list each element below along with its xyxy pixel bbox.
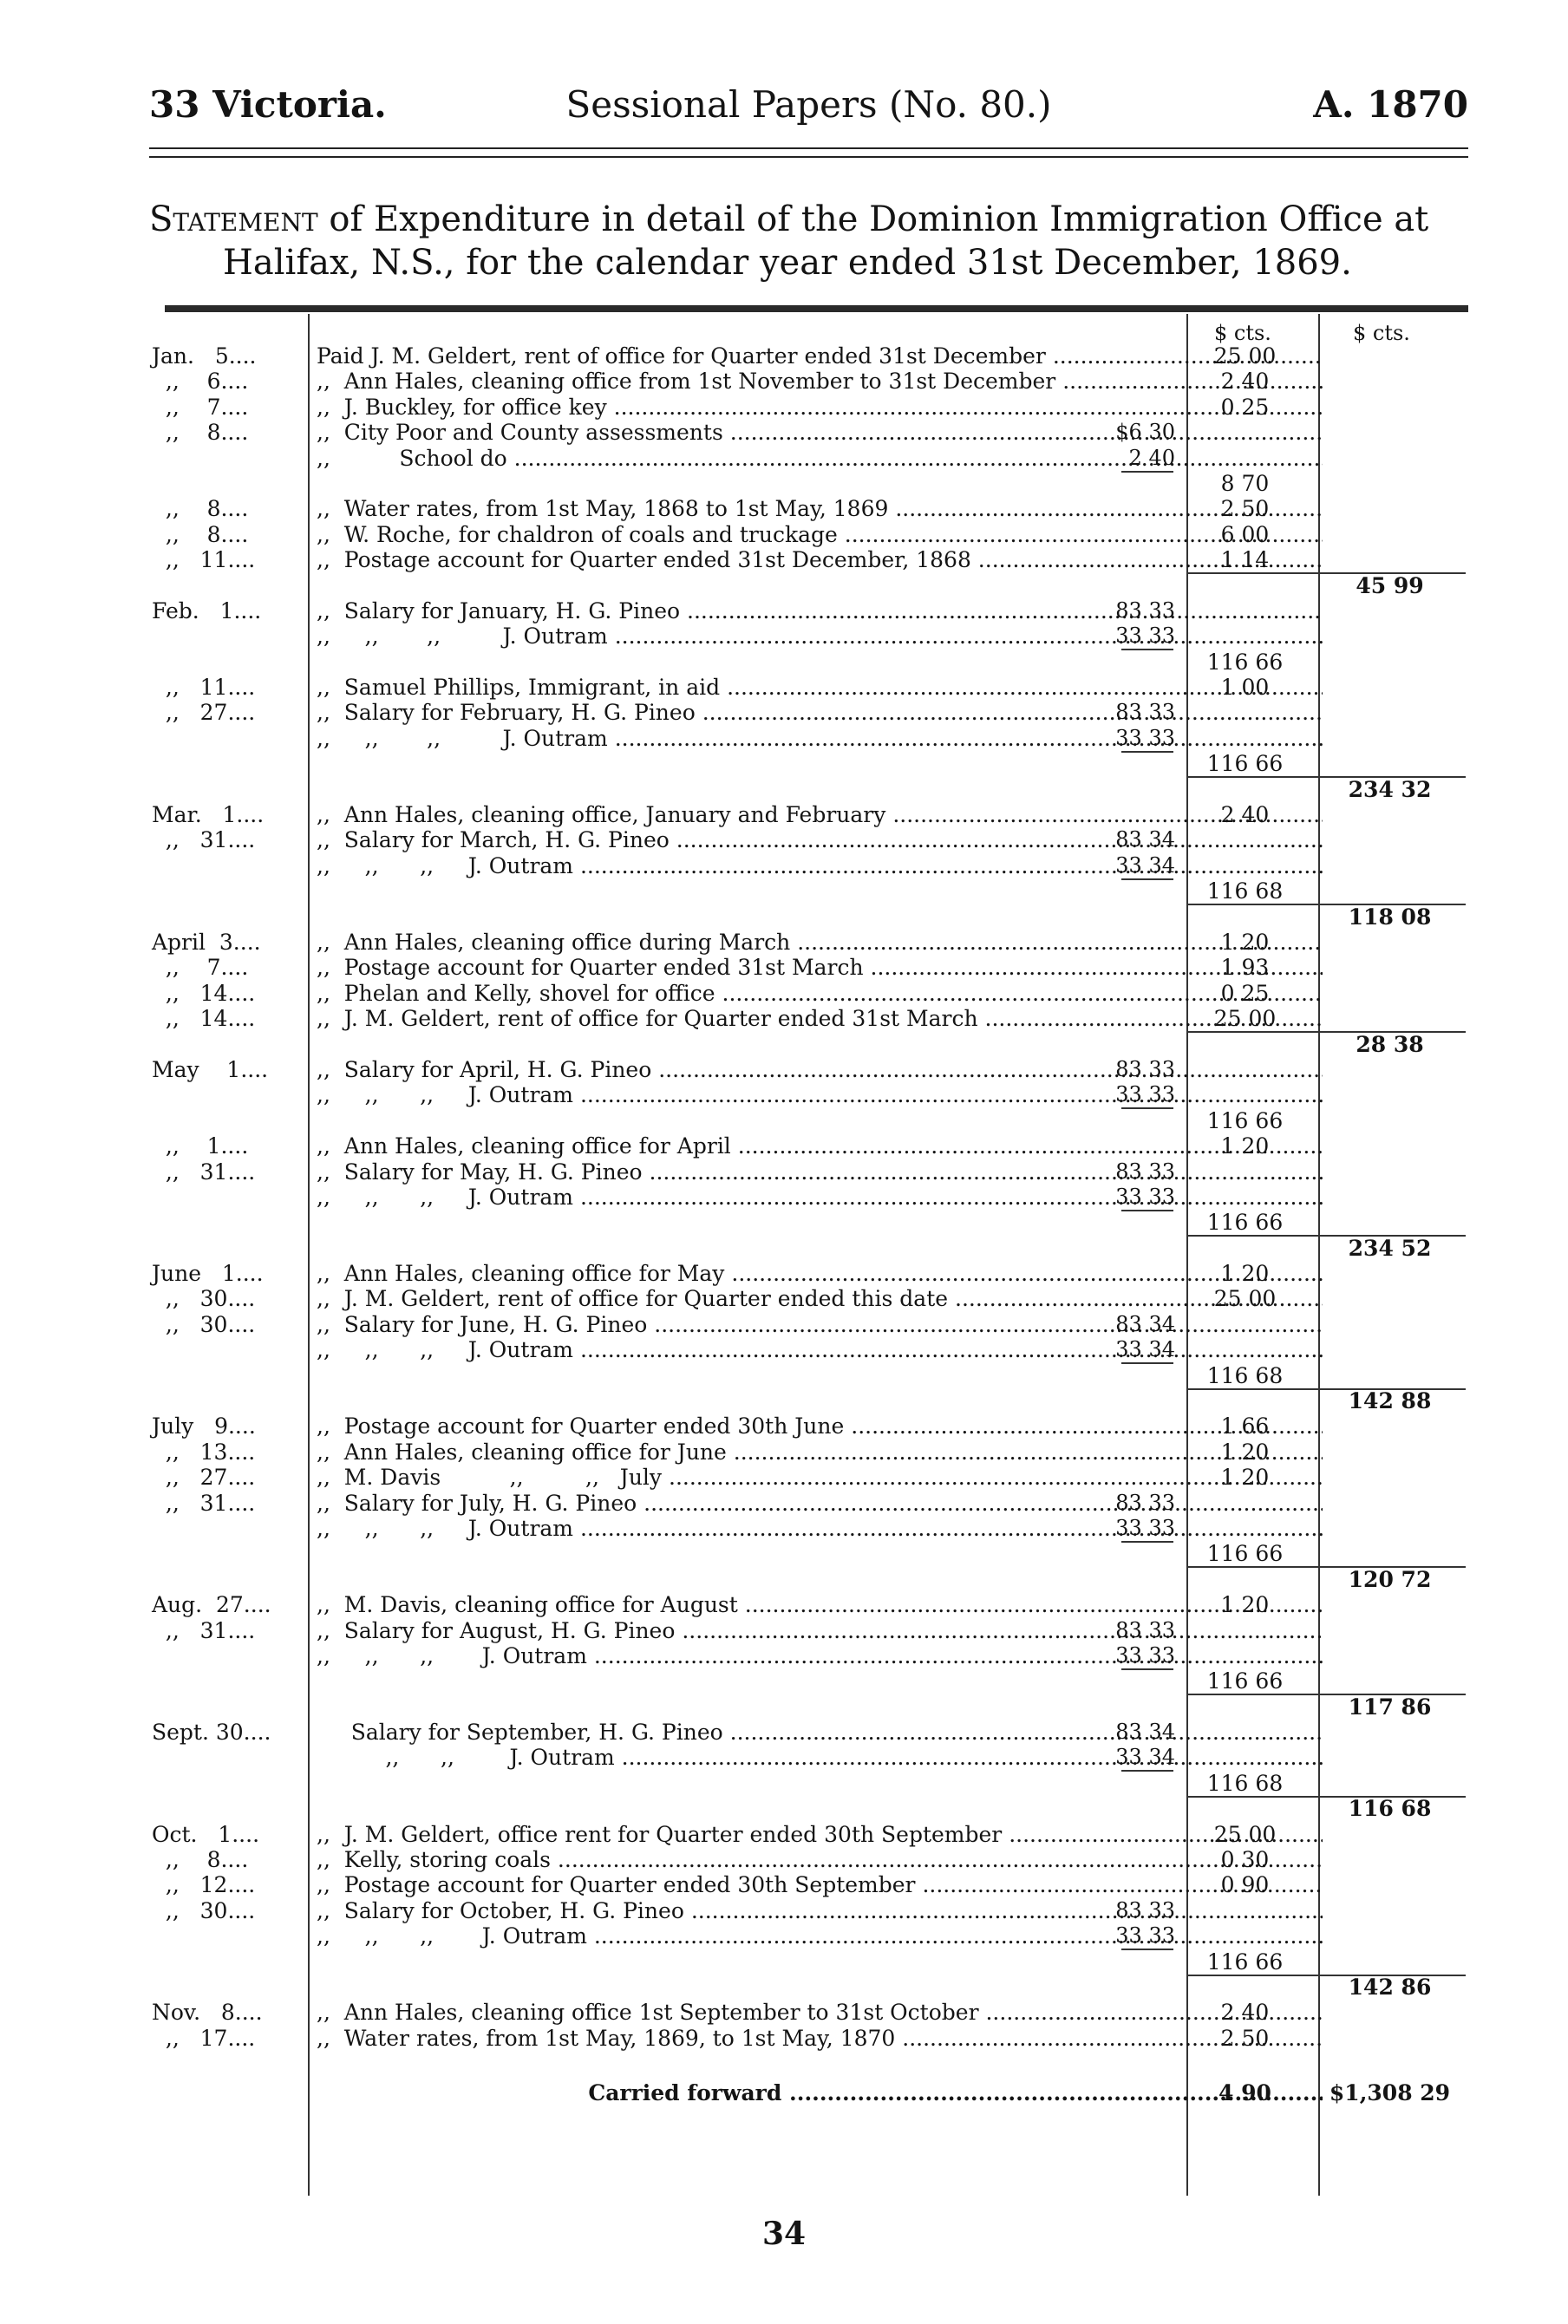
table-row (152, 1057, 1468, 1082)
entry-amount: 116 66 (1206, 1541, 1284, 1567)
entry-date: Oct. 1.... (152, 1821, 260, 1847)
entry-total: 234 52 (1348, 1235, 1432, 1261)
entry-amount: 25 00 (1213, 1821, 1277, 1847)
entry-description: ,, Salary for May, H. G. Pineo ..... (317, 1159, 1323, 1185)
entry-date: ,, 17.... (152, 2025, 256, 2051)
table-row (152, 751, 1468, 776)
entry-amount: 2 40 (1220, 2000, 1270, 2026)
table-row (152, 726, 1468, 751)
entry-date: May 1.... (152, 1056, 269, 1082)
entry-total: 45 99 (1356, 572, 1424, 598)
table-row (152, 496, 1468, 521)
entry-amount: 0 25 (1220, 980, 1270, 1006)
entry-date: ,, 6.... (152, 369, 249, 395)
entry-description: ,, ,, ,, J. Outram ..... (317, 1516, 1323, 1541)
table-row (152, 573, 1468, 598)
entry-date: ,, 27.... (152, 1465, 256, 1491)
entry-amount: 116 68 (1206, 878, 1284, 904)
table-rows (152, 343, 1468, 2105)
entry-description: ,, J. M. Geldert, office rent for Quarter ended 30th September ..... (317, 1822, 1323, 1847)
table-row (152, 1771, 1468, 1796)
table-row (152, 1796, 1468, 1821)
table-top-rule (165, 305, 1468, 312)
table-row (152, 1236, 1468, 1261)
table-row (152, 598, 1468, 623)
entry-date: Aug. 27.... (152, 1592, 271, 1618)
header-rule-top (149, 147, 1468, 149)
table-row (152, 853, 1468, 878)
header-session: 33 Victoria. (149, 83, 387, 126)
entry-date: Jan. 5.... (152, 343, 257, 369)
table-row (152, 1975, 1468, 2000)
title-lead: Statement (149, 199, 318, 239)
table-row (152, 446, 1468, 471)
entry-amount: 1 66 (1220, 1413, 1270, 1439)
title-line1: of Expenditure in detail of the Dominion Immigration Office at (329, 199, 1429, 239)
table-row (152, 1847, 1468, 1872)
table-row (152, 1439, 1468, 1465)
table-row (152, 777, 1468, 802)
entry-description: ,, Salary for April, H. G. Pineo ..... (317, 1057, 1323, 1082)
entry-amount: 1 20 (1220, 1261, 1270, 1287)
page-header (149, 83, 1468, 127)
entry-description: Paid J. M. Geldert, rent of office for Quarter ended 31st December ..... (317, 343, 1323, 369)
entry-amount: 1 20 (1220, 1439, 1270, 1465)
entry-description: ,, Salary for October, H. G. Pineo ..... (317, 1898, 1323, 1923)
entry-description: ,, Water rates, from 1st May, 1869, to 1st May, 1870 ..... (317, 2026, 1323, 2051)
entry-description: ,, M. Davis ,, ,, July ..... (317, 1465, 1323, 1490)
entry-description: ,, Postage account for Quarter ended 30th June ..... (317, 1413, 1323, 1439)
table-row (152, 904, 1468, 930)
table-row (152, 1108, 1468, 1133)
entry-amount: 1 93 (1220, 955, 1270, 981)
header-sessional-papers: Sessional Papers (No. 80.) (565, 83, 1052, 126)
entry-sub-amount: 33 33 (1115, 623, 1175, 649)
total-column-header: $ cts. (1353, 321, 1410, 345)
table-row (152, 1694, 1468, 1720)
entry-description: ,, ,, ,, J. Outram ..... (317, 623, 1323, 649)
page-number: 34 (761, 2216, 807, 2252)
entry-description: ,, Ann Hales, cleaning office during March ..... (317, 930, 1323, 955)
table-row (152, 522, 1468, 547)
table-row (152, 827, 1468, 852)
entry-date: ,, 8.... (152, 420, 249, 446)
entry-sub-amount: 83 33 (1115, 700, 1175, 725)
entry-amount: 8 70 (1220, 470, 1270, 496)
entry-sub-amount: 83 33 (1115, 1159, 1175, 1184)
entry-description: ,, ,, ,, J. Outram ..... (317, 1185, 1323, 1210)
entry-sub-amount: 2 40 (1128, 445, 1175, 470)
entry-description: ,, M. Davis, cleaning office for August ..... (317, 1592, 1323, 1617)
table-row (152, 1923, 1468, 1949)
table-row (152, 1516, 1468, 1541)
table-row (152, 2051, 1468, 2076)
entry-description: ,, ,, ,, J. Outram ..... (317, 1643, 1323, 1668)
table-row (152, 1541, 1468, 1566)
entry-description: ,, Salary for February, H. G. Pineo ..... (317, 700, 1323, 725)
entry-total: 142 86 (1348, 1975, 1432, 2000)
header-year: A. 1870 (1313, 83, 1468, 126)
table-row (152, 1261, 1468, 1286)
entry-amount: 1 14 (1220, 547, 1270, 573)
table-row (152, 343, 1468, 369)
entry-description: ,, Salary for July, H. G. Pineo ..... (317, 1491, 1323, 1516)
table-row (152, 1745, 1468, 1770)
entry-date: ,, 30.... (152, 1311, 256, 1337)
entry-amount: 2 40 (1220, 802, 1270, 828)
entry-description: ,, Postage account for Quarter ended 30th September ..... (317, 1872, 1323, 1897)
table-row (152, 930, 1468, 955)
entry-date: ,, 14.... (152, 980, 256, 1006)
table-row (152, 471, 1468, 496)
table-row (152, 623, 1468, 649)
table-row (152, 1032, 1468, 1057)
table-row (152, 1210, 1468, 1235)
table-row (152, 802, 1468, 827)
entry-amount: 116 66 (1206, 649, 1284, 675)
table-row (152, 955, 1468, 980)
table-row (152, 1643, 1468, 1668)
entry-amount: 6 00 (1220, 521, 1270, 547)
entry-sub-amount: 83 33 (1115, 1490, 1175, 1515)
table-row (152, 1618, 1468, 1643)
entry-description: ,, J. Buckley, for office key ..... (317, 395, 1323, 420)
entry-amount: 116 66 (1206, 1949, 1284, 1975)
entry-description: ,, ,, ,, J. Outram ..... (317, 853, 1323, 878)
entry-sub-amount: $6 30 (1115, 420, 1175, 445)
entry-amount: 1 20 (1220, 929, 1270, 955)
table-row (152, 1491, 1468, 1516)
entry-total: $1,308 29 (1329, 2079, 1451, 2105)
entry-sub-amount: 83 34 (1115, 1311, 1175, 1336)
table-row (152, 1949, 1468, 1975)
amount-column-header: $ cts. (1214, 321, 1271, 345)
entry-date: ,, 8.... (152, 1847, 249, 1873)
table-row (152, 650, 1468, 675)
table-row (152, 981, 1468, 1006)
entry-amount: 1 20 (1220, 1133, 1270, 1159)
entry-amount: 25 00 (1213, 1006, 1277, 1032)
statement-title (149, 198, 1468, 284)
entry-sub-amount: 83 33 (1115, 1056, 1175, 1081)
entry-date: Mar. 1.... (152, 802, 265, 828)
entry-date: Nov. 8.... (152, 2000, 263, 2026)
table-row (152, 1567, 1468, 1592)
entry-description: ,, Ann Hales, cleaning office 1st September to 31st October ..... (317, 2000, 1323, 2025)
entry-amount: 25 00 (1213, 1286, 1277, 1312)
entry-sub-amount: 33 33 (1115, 1184, 1175, 1209)
entry-description: ,, Ann Hales, cleaning office for May ..... (317, 1261, 1323, 1286)
title-line2: Halifax, N.S., for the calendar year ended 31st December, 1869. (223, 243, 1352, 283)
entry-date: ,, 30.... (152, 1897, 256, 1923)
entry-date: ,, 11.... (152, 547, 256, 573)
entry-description: ,, Ann Hales, cleaning office for June ..... (317, 1439, 1323, 1465)
entry-description: ,, ,, ,, J. Outram ..... (317, 1923, 1323, 1949)
entry-amount: 116 66 (1206, 1210, 1284, 1236)
entry-description: ,, Salary for January, H. G. Pineo ..... (317, 598, 1323, 623)
entry-description: ,, Ann Hales, cleaning office, January and February ..... (317, 802, 1323, 827)
entry-amount: 1 00 (1220, 675, 1270, 701)
entry-amount: 116 66 (1206, 1668, 1284, 1694)
entry-total: 234 32 (1348, 776, 1432, 802)
entry-date: ,, 31.... (152, 1159, 256, 1185)
entry-amount: 1 20 (1220, 1592, 1270, 1618)
entry-sub-amount: 83 34 (1115, 827, 1175, 852)
entry-date: ,, 31.... (152, 1490, 256, 1516)
entry-description: ,, J. M. Geldert, rent of office for Quarter ended 31st March ..... (317, 1006, 1323, 1031)
entry-amount: 25 00 (1213, 343, 1277, 369)
entry-description: ,, Salary for June, H. G. Pineo ..... (317, 1312, 1323, 1337)
entry-total: 117 86 (1348, 1694, 1432, 1720)
entry-date: ,, 1.... (152, 1133, 249, 1159)
entry-date: ,, 13.... (152, 1439, 256, 1465)
entry-sub-amount: 83 33 (1115, 1897, 1175, 1923)
entry-description: ,, W. Roche, for chaldron of coals and truckage ..... (317, 522, 1323, 547)
entry-total: 28 38 (1356, 1031, 1424, 1057)
table-row (152, 1668, 1468, 1694)
entry-amount: 0 30 (1220, 1847, 1270, 1873)
entry-sub-amount: 83 34 (1115, 1720, 1175, 1745)
table-row (152, 1133, 1468, 1159)
header-rule-bottom (149, 156, 1468, 158)
entry-date: ,, 27.... (152, 700, 256, 726)
table-row (152, 1413, 1468, 1439)
entry-description: ,, Postage account for Quarter ended 31st December, 1868 ..... (317, 547, 1323, 572)
table-row (152, 1872, 1468, 1897)
entry-description: ,, J. M. Geldert, rent of office for Quarter ended this date ..... (317, 1286, 1323, 1311)
entry-description: ,, Water rates, from 1st May, 1868 to 1st May, 1869 ..... (317, 496, 1323, 521)
table-row (152, 1185, 1468, 1210)
entry-date: June 1.... (152, 1261, 264, 1287)
entry-amount: 0 90 (1220, 1872, 1270, 1898)
entry-amount: 2 40 (1220, 369, 1270, 395)
table-row (152, 700, 1468, 725)
entry-description: ,, Samuel Phillips, Immigrant, in aid ..... (317, 675, 1323, 700)
table-row (152, 1898, 1468, 1923)
entry-description: ,, Postage account for Quarter ended 31st March ..... (317, 955, 1323, 980)
entry-description: Carried forward ..... (317, 2080, 1323, 2105)
table-row (152, 1337, 1468, 1362)
entry-description: ,, ,, ,, J. Outram ..... (317, 1337, 1323, 1362)
entry-description: ,, Salary for March, H. G. Pineo ..... (317, 827, 1323, 852)
entry-total: 120 72 (1348, 1566, 1432, 1592)
entry-description: ,, Salary for August, H. G. Pineo ..... (317, 1618, 1323, 1643)
entry-date: ,, 31.... (152, 1617, 256, 1643)
entry-sub-amount: 33 33 (1115, 1923, 1175, 1949)
entry-amount: 2 50 (1220, 496, 1270, 522)
entry-sub-amount: 83 33 (1115, 597, 1175, 623)
entry-description: ,, Phelan and Kelly, shovel for office ..... (317, 981, 1323, 1006)
table-row (152, 420, 1468, 445)
entry-description: ,, ,, ,, J. Outram ..... (317, 1082, 1323, 1107)
table-row (152, 2080, 1468, 2105)
entry-amount: 116 68 (1206, 1770, 1284, 1796)
table-row (152, 1363, 1468, 1388)
entry-description: ,, ,, J. Outram ..... (317, 1745, 1323, 1770)
entry-description: Salary for September, H. G. Pineo ..... (317, 1720, 1323, 1745)
table-row (152, 1388, 1468, 1413)
entry-sub-amount: 33 34 (1115, 852, 1175, 878)
entry-amount: 4 90 (1218, 2079, 1271, 2105)
table-row (152, 2000, 1468, 2025)
table-row (152, 1592, 1468, 1617)
entry-total: 142 88 (1348, 1388, 1432, 1414)
entry-date: ,, 12.... (152, 1872, 256, 1898)
entry-description: ,, Ann Hales, cleaning office for April ..... (317, 1133, 1323, 1159)
entry-sub-amount: 33 33 (1115, 1515, 1175, 1540)
entry-date: Feb. 1.... (152, 597, 262, 623)
table-row (152, 878, 1468, 904)
entry-sub-amount: 33 33 (1115, 1082, 1175, 1107)
entry-amount: 116 66 (1206, 1107, 1284, 1133)
entry-date: April 3.... (152, 929, 261, 955)
table-row (152, 369, 1468, 394)
entry-amount: 116 66 (1206, 751, 1284, 777)
table-row (152, 675, 1468, 700)
entry-date: Sept. 30.... (152, 1720, 271, 1746)
entry-sub-amount: 33 34 (1115, 1337, 1175, 1362)
entry-sub-amount: 33 33 (1115, 1642, 1175, 1668)
entry-date: ,, 11.... (152, 675, 256, 701)
entry-amount: 116 68 (1206, 1362, 1284, 1388)
entry-amount: 2 50 (1220, 2025, 1270, 2051)
table-row (152, 1465, 1468, 1490)
entry-date: ,, 8.... (152, 521, 249, 547)
table-row (152, 1822, 1468, 1847)
table-row (152, 1720, 1468, 1745)
table-row (152, 1312, 1468, 1337)
expenditure-table (152, 314, 1468, 2196)
entry-total: 118 08 (1348, 904, 1432, 930)
table-row (152, 1006, 1468, 1031)
table-row (152, 395, 1468, 420)
entry-sub-amount: 33 33 (1115, 725, 1175, 750)
entry-date: ,, 30.... (152, 1286, 256, 1312)
entry-description: ,, School do ..... (317, 446, 1323, 471)
entry-amount: 0 25 (1220, 394, 1270, 420)
table-row (152, 547, 1468, 572)
table-row (152, 1159, 1468, 1185)
entry-date: ,, 7.... (152, 955, 249, 981)
entry-sub-amount: 33 34 (1115, 1745, 1175, 1770)
entry-total: 116 68 (1348, 1796, 1432, 1822)
entry-date: ,, 31.... (152, 827, 256, 853)
entry-description: ,, City Poor and County assessments ..... (317, 420, 1323, 445)
table-row (152, 1082, 1468, 1107)
entry-description: ,, Ann Hales, cleaning office from 1st November to 31st December ..... (317, 369, 1323, 394)
entry-date: ,, 8.... (152, 496, 249, 522)
entry-sub-amount: 83 33 (1115, 1617, 1175, 1642)
table-row (152, 2026, 1468, 2051)
entry-date: July 9.... (152, 1413, 256, 1439)
entry-description: ,, ,, ,, J. Outram ..... (317, 726, 1323, 751)
entry-description: ,, Kelly, storing coals ..... (317, 1847, 1323, 1872)
table-row (152, 1286, 1468, 1311)
entry-date: ,, 7.... (152, 394, 249, 420)
entry-date: ,, 14.... (152, 1006, 256, 1032)
entry-amount: 1 20 (1220, 1465, 1270, 1491)
